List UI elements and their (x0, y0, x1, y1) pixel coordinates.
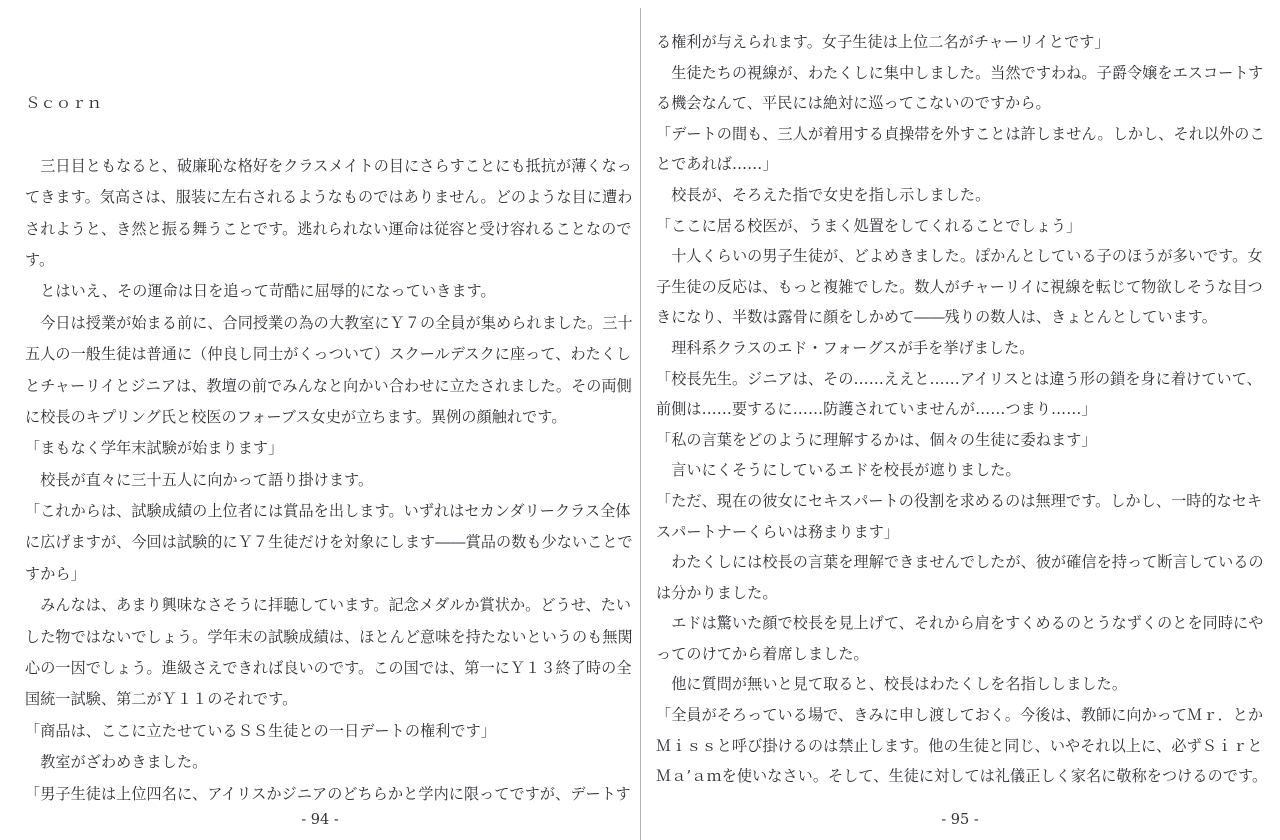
text-line: に校長のキプリング氏と校医のフォーブス女史が立ちます。異例の顔触れです。 (25, 407, 567, 426)
text-line: 「これからは、試験成績の上位者には賞品を出します。いずれはセカンダリークラス全体 (25, 502, 631, 521)
text-line: 校長が、そろえた指で女史を指し示しました。 (656, 185, 991, 204)
text-line: 校長が直々に三十五人に向かって語り掛けます。 (25, 470, 374, 489)
text-line: とはいえ、その運命は日を追って苛酷に屈辱的になっていきます。 (25, 282, 496, 301)
text-line: した物ではないでしょう。学年末の試験成績は、ほとんど意味を持たないというのも無関 (25, 627, 633, 646)
text-line: 「全員がそろっている場で、きみに申し渡しておく。今後は、教師に向かってＭｒ．とか (656, 706, 1264, 725)
text-line: みんなは、あまり興味なさそうに拝聴しています。記念メダルか賞状か。どうせ、たい (25, 596, 632, 615)
page-number-95: - 95 - (941, 812, 979, 828)
text-line: されようと、き然と振る舞うことです。逃れられない運命は従容と受け容れることなので (25, 219, 632, 238)
text-line: 「商品は、ここに立たせているＳＳ生徒との一日デートの権利です」 (25, 721, 497, 740)
text-line: 子生徒の反応は、もっと複雑でした。数人がチャーリイに視線を転じて物欲しそうな目つ (656, 277, 1263, 296)
text-line: 「校長先生。ジニアは、その……ええと……アイリスとは違う形の鎖を身に着けていて、 (656, 369, 1262, 388)
text-line: 「男子生徒は上位四名に、アイリスかジニアのどちらかと学内に限ってですが、デートす (25, 784, 631, 803)
text-line: に広げますが、今回は試験的にＹ７生徒だけを対象にします――賞品の数も少ないことで (25, 533, 633, 552)
page-number-94: - 94 - (301, 812, 339, 828)
text-line: きになり、半数は露骨に顔をしかめて――残りの数人は、きょとんとしています。 (656, 308, 1217, 327)
text-line: Ｍｉｓｓと呼び掛けるのは禁止します。他の生徒と同じ、いやそれ以上に、必ずＳｉｒと (656, 736, 1263, 755)
text-line: す。 (25, 250, 55, 269)
text-line: とであれば……」 (656, 155, 778, 174)
text-line: 言いにくそうにしているエドを校長が遮りました。 (656, 461, 1021, 480)
text-line: 「私の言葉をどのように理解するかは、個々の生徒に委ねます」 (656, 430, 1097, 449)
text-line: 「デートの間も、三人が着用する貞操帯を外すことは許しません。しかし、それ以外のこ (656, 124, 1265, 143)
text-line: 前側は……要するに……防護されていませんが……つまり……」 (656, 400, 1097, 419)
text-line: 生徒たちの視線が、わたくしに集中しました。当然ですわね。子爵令嬢をエスコートす (656, 63, 1264, 82)
text-line: 三日目ともなると、破廉恥な格好をクラスメイトの目にさらすことにも抵抗が薄くなっ (25, 156, 632, 175)
text-line: てきます。気高さは、服装に左右されるようなものではありません。どのような目に遭わ (25, 188, 633, 207)
text-line: 理科系クラスのエド・フォーグスが手を挙げました。 (656, 338, 1035, 357)
text-line: 「まもなく学年末試験が始まります」 (25, 439, 284, 458)
text-line: る権利が与えられます。女子生徒は上位二名がチャーリイとです」 (656, 33, 1110, 51)
text-line: る機会なんて、平民には絶対に巡ってこないのですから。 (656, 94, 1051, 113)
text-line: 教室がざわめきました。 (25, 753, 208, 772)
text-line: 国統一試験、第二がＹ１１のそれです。 (25, 690, 298, 709)
text-line: エドは驚いた顔で校長を見上げて、それから肩をすくめるのとうなずくのとを同時にや (656, 614, 1264, 633)
text-line: すから」 (25, 564, 86, 583)
text-line: 五人の一般生徒は普通に（仲良し同士がくっついて）スクールデスクに座って、わたくし (25, 345, 632, 364)
text-line: ってのけてから着席しました。 (656, 644, 869, 663)
text-line: 「ここに居る校医が、うまく処置をしてくれることでしょう」 (656, 216, 1082, 235)
text-line: スパートナーくらいは務まります」 (656, 522, 900, 541)
text-line: わたくしには校長の言葉を理解できませんでしたが、彼が確信を持って断言しているの (656, 553, 1264, 572)
text-line: 他に質問が無いと見て取ると、校長はわたくしを名指ししました。 (656, 675, 1128, 694)
page-94-text (25, 151, 633, 810)
chapter-title: Ｓｃｏｒｎ (25, 94, 102, 112)
text-line: Ｍａ’ａｍを使いなさい。そして、生徒に対しては礼儀正しく家名に敬称をつけるのです。 (656, 767, 1268, 786)
page-95-text (656, 27, 1268, 792)
text-line: は分かりました。 (656, 583, 778, 602)
text-line: 「ただ、現在の彼女にセキスパートの役割を求めるのは無理です。しかし、一時的なセキ (656, 491, 1263, 510)
text-line: とチャーリイとジニアは、教壇の前でみんなと向かい合わせに立たされました。その両側 (25, 376, 632, 395)
page-95 (640, 0, 1280, 840)
text-line: 十人くらいの男子生徒が、どよめきました。ぽかんとしている子のほうが多いです。女 (656, 247, 1263, 266)
text-line: 心の一因でしょう。進級さえできれば良いのです。この国では、第一にＹ１３終了時の全 (25, 659, 632, 678)
text-line: 今日は授業が始まる前に、合同授業の為の大教室にＹ７の全員が集められました。三十 (25, 313, 633, 332)
